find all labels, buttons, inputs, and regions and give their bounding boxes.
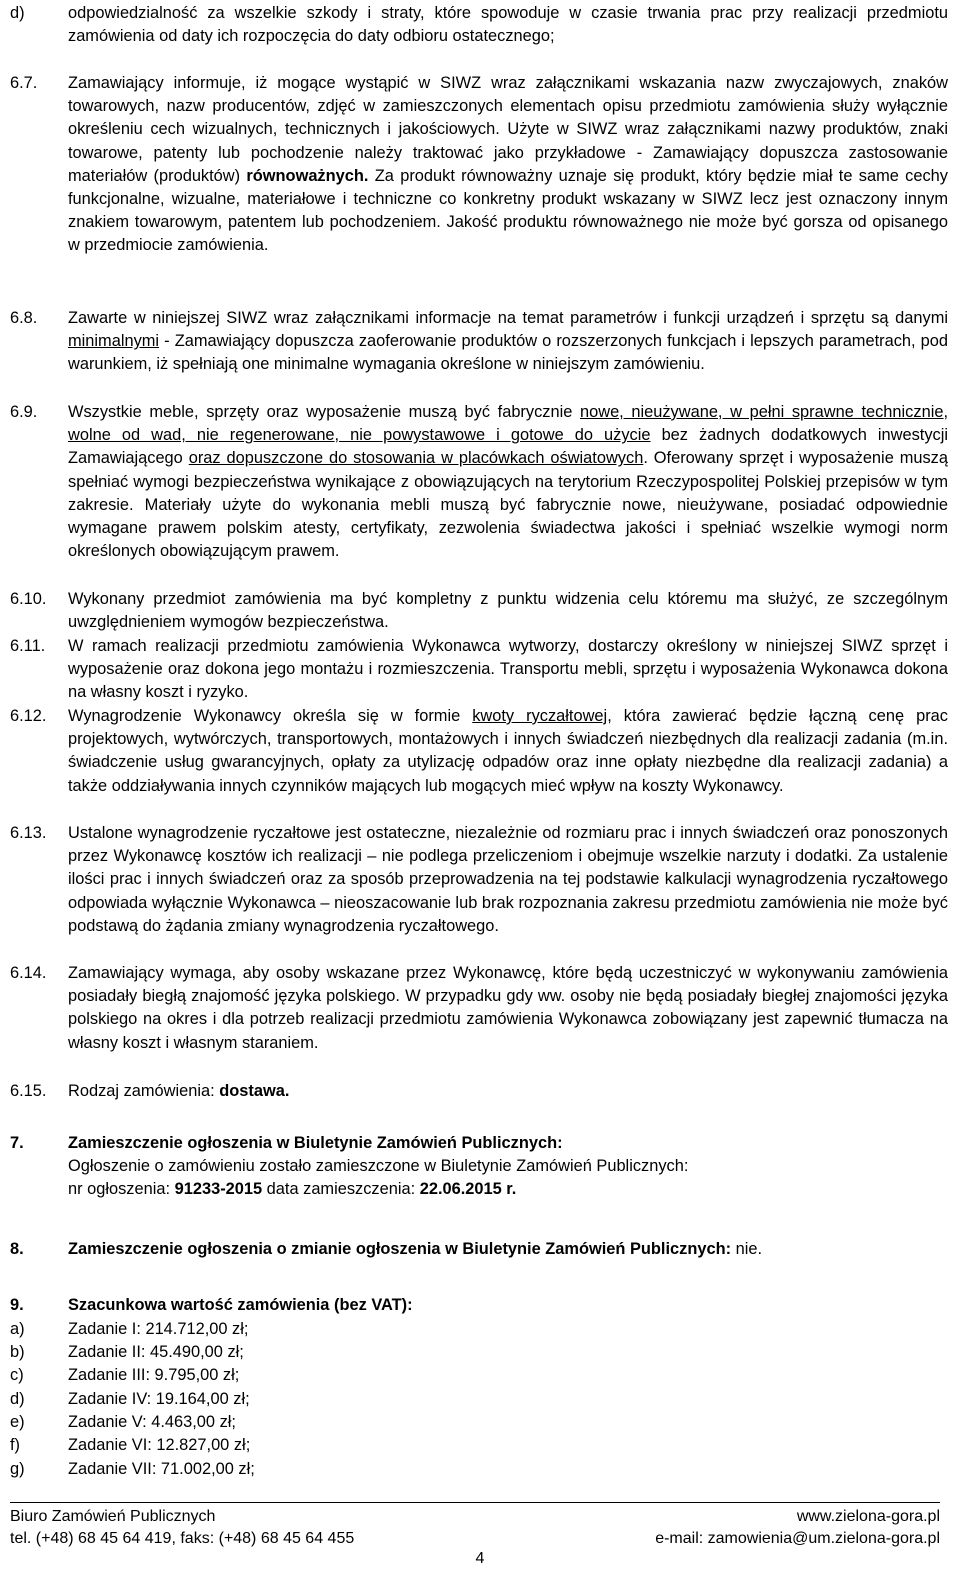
item-text bbox=[68, 705, 948, 798]
item-text bbox=[68, 307, 948, 377]
list-value: Zadanie IV: 19.164,00 zł; bbox=[68, 1390, 250, 1408]
list-value: Zadanie III: 9.795,00 zł; bbox=[68, 1366, 240, 1384]
text-span: Wszystkie meble, sprzęty oraz wyposażenie muszą być fabrycznie bbox=[68, 403, 580, 421]
footer-org: Biuro Zamówień Publicznych bbox=[10, 1508, 216, 1525]
section-heading: Szacunkowa wartość zamówienia (bez VAT): bbox=[68, 1296, 413, 1314]
text-span: Rodzaj zamówienia: bbox=[68, 1082, 220, 1100]
underlined-text: minimalnymi bbox=[68, 332, 160, 351]
text-span: Wynagrodzenie Wykonawcy określa się w formie bbox=[68, 707, 473, 725]
underlined-text: kwoty ryczałtowej bbox=[472, 707, 608, 725]
item-number: 6.7. bbox=[10, 74, 38, 92]
item-number: 6.11. bbox=[10, 637, 46, 655]
footer-website-link[interactable]: www.zielona-gora.pl bbox=[796, 1508, 940, 1525]
announcement-number-line bbox=[68, 1178, 688, 1201]
item-text bbox=[68, 401, 948, 563]
item-text: odpowiedzialność za wszelkie szkody i straty, które spowoduje w czasie trwania prac przy realizacji przedmiotu zamówienia od daty ich rozpoczęcia do daty odbioru ostatecznego; bbox=[68, 4, 948, 46]
item-number: d) bbox=[10, 4, 25, 22]
item-text: W ramach realizacji przedmiotu zamówienia Wykonawca wytworzy, dostarczy określony w niniejszej SIWZ sprzęt i wyposażenie oraz dokona jego montażu i rozmieszczenia. Transportu mebli, sprzętu i wyposażenia Wykonawca dokona na własny koszt i ryzyko. bbox=[68, 637, 948, 702]
page-footer bbox=[10, 1506, 940, 1552]
text-span: Użyte w SIWZ wraz załącznikami nazwy produktów, znaki towarowe, patenty lub pochodzenie należy traktować jako przykładowe - Zamawiający dopuszcza zastosowanie materiałów (produktów) bbox=[68, 120, 948, 185]
text-span: nr ogłoszenia: bbox=[68, 1180, 175, 1199]
underlined-text: oraz dopuszczone do stosowania w placówkach oświatowych bbox=[188, 449, 644, 468]
item-number: 6.8. bbox=[10, 309, 38, 327]
bold-text: równoważnych. bbox=[246, 166, 369, 185]
underlined-text: nowe, nieużywane, w pełni sprawne technicznie, wolne od wad, nie regenerowane, nie powystawowe i gotowe do użycie bbox=[68, 403, 949, 445]
item-text bbox=[68, 72, 948, 258]
item-number: 6.15. bbox=[10, 1082, 47, 1100]
item-text: Zamawiający wymaga, aby osoby wskazane przez Wykonawcę, które będą uczestniczyć w wykonywaniu zamówienia posiadały biegłą znajomość języka polskiego. W przypadku gdy ww. osoby nie będą posiadały biegłej znajomości języka polskiego na okres i dla potrzeb realizacji przedmiotu zamówienia Wykonawca zobowiązany jest zapewnić tłumacza na własny koszt i własnym staraniem. bbox=[68, 964, 948, 1052]
list-value: Zadanie V: 4.463,00 zł; bbox=[68, 1413, 236, 1431]
list-label: c) bbox=[10, 1366, 24, 1384]
item-text: Ustalone wynagrodzenie ryczałtowe jest ostateczne, niezależnie od rozmiaru prac i innych świadczeń oraz ponoszonych przez Wykonawcę kosztów ich realizacji – nie podlega przeliczeniom i obejmuje wszelkie narzuty i dodatki. Za ustalenie ilości prac i innych świadczeń oraz za sposób przeprowadzenia na tej podstawie kalkulacji wynagrodzenia ryczałtowego odpowiada wyłącznie Wykonawca – nieoszacowanie lub brak rozpoznania zakresu przedmiotu zamówienia nie może być podstawą do żądania zmiany wynagrodzenia ryczałtowego. bbox=[68, 824, 948, 935]
item-number: 6.9. bbox=[10, 403, 38, 421]
list-label: a) bbox=[10, 1320, 25, 1338]
bold-text: dostawa. bbox=[219, 1082, 290, 1100]
item-number: 6.10. bbox=[10, 590, 47, 608]
item-text bbox=[68, 1080, 948, 1103]
footer-divider bbox=[10, 1502, 940, 1503]
section-number: 8. bbox=[10, 1240, 24, 1258]
text-span: bez żadnych dodatkowych inwestycji Zamawiającego bbox=[68, 426, 949, 468]
item-number: 6.13. bbox=[10, 824, 47, 842]
list-label: f) bbox=[10, 1436, 21, 1454]
announcement-date: 22.06.2015 r. bbox=[419, 1180, 517, 1199]
announcement-number: 91233-2015 bbox=[174, 1180, 263, 1199]
text-span: . Oferowany sprzęt i wyposażenie muszą spełniać wymogi bezpieczeństwa wynikające z obowiązujących na terytorium Rzeczypospolitej Polskiej przepisów w tym zakresie. Materiały użyte do wykonania mebli muszą być fabrycznie nowe, nieużywane, posiadać odpowiednie wymagane prawem polskim atesty, certyfikaty, zezwolenia świadectwa jakości i spełniać wszelkie wymogi norm określonych obowiązującym prawem. bbox=[68, 449, 948, 561]
text-span: Za produkt równoważny uznaje się produkt, który będzie miał te same cechy funkcjonalne, wizualne, materiałowe i techniczne co konkretny produkt wskazany w SIWZ lecz jest oznaczony innym znakiem towarowym, patentem lub pochodzeniem. Jakość produktu równoważnego nie może być gorsza od opisanego w przedmiocie zamówienia. bbox=[68, 166, 948, 255]
item-number: 6.12. bbox=[10, 707, 47, 725]
section-answer: nie. bbox=[731, 1240, 763, 1258]
text-span: , która zawierać będzie łączną cenę prac projektowych, wytwórczych, transportowych, montażowych i innych świadczeń niezbędnych dla realizacji zadania (m.in. świadczenie usług gwarancyjnych, opłaty za utylizację odpadów oraz inne opłaty niezbędne dla realizacji zadania) a także oddziaływania innych czynników mających lub mogących mieć wpływ na koszty Wykonawcy. bbox=[68, 707, 948, 795]
footer-phone: tel. (+48) 68 45 64 419, faks: (+48) 68 45 64 455 bbox=[10, 1530, 355, 1547]
list-label: g) bbox=[10, 1460, 25, 1478]
text-span: - Zamawiający dopuszcza zaoferowanie produktów o rozszerzonych funkcjach i lepszych parametrach, pod warunkiem, iż spełniają one minimalne wymagania określone w niniejszym zamówieniu. bbox=[68, 332, 948, 374]
item-number: 6.14. bbox=[10, 964, 47, 982]
footer-email-link[interactable]: e-mail: zamowienia@um.zielona-gora.pl bbox=[655, 1530, 940, 1547]
list-label: e) bbox=[10, 1413, 25, 1431]
item-text: Wykonany przedmiot zamówienia ma być kompletny z punktu widzenia celu któremu ma służyć, ze szczególnym uwzględnieniem wymogów bezpieczeństwa. bbox=[68, 590, 948, 632]
section-line: Ogłoszenie o zamówieniu zostało zamieszczone w Biuletynie Zamówień Publicznych: bbox=[68, 1157, 689, 1176]
list-label: b) bbox=[10, 1343, 25, 1361]
list-label: d) bbox=[10, 1390, 25, 1408]
section-heading bbox=[68, 1238, 762, 1261]
section-body bbox=[68, 1155, 688, 1201]
heading-text: Zamieszczenie ogłoszenia o zmianie ogłoszenia w Biuletynie Zamówień Publicznych: bbox=[68, 1240, 732, 1258]
text-span: data zamieszczenia: bbox=[262, 1180, 420, 1199]
list-value: Zadanie II: 45.490,00 zł; bbox=[68, 1343, 244, 1361]
text-span: Zamawiający informuje, iż mogące wystąpić w SIWZ wraz załącznikami wskazania nazw zwyczajowych, znaków towarowych, nazw producentów, zdjęć w zamieszczonych elementach opisu przedmiotu zamówienia służy wyłącznie określeniu cech wizualnych, technicznych i jakościowych. bbox=[68, 74, 948, 139]
list-value: Zadanie VII: 71.002,00 zł; bbox=[68, 1460, 255, 1478]
text-span: Zawarte w niniejszej SIWZ wraz załącznikami informacje na temat parametrów i funkcji urządzeń i sprzętu są danymi bbox=[68, 309, 948, 327]
section-heading: Zamieszczenie ogłoszenia w Biuletynie Zamówień Publicznych: bbox=[68, 1134, 563, 1152]
section-number: 9. bbox=[10, 1296, 24, 1314]
list-value: Zadanie I: 214.712,00 zł; bbox=[68, 1320, 249, 1338]
page-number: 4 bbox=[475, 1550, 485, 1567]
list-value: Zadanie VI: 12.827,00 zł; bbox=[68, 1436, 251, 1454]
section-number: 7. bbox=[10, 1134, 24, 1152]
